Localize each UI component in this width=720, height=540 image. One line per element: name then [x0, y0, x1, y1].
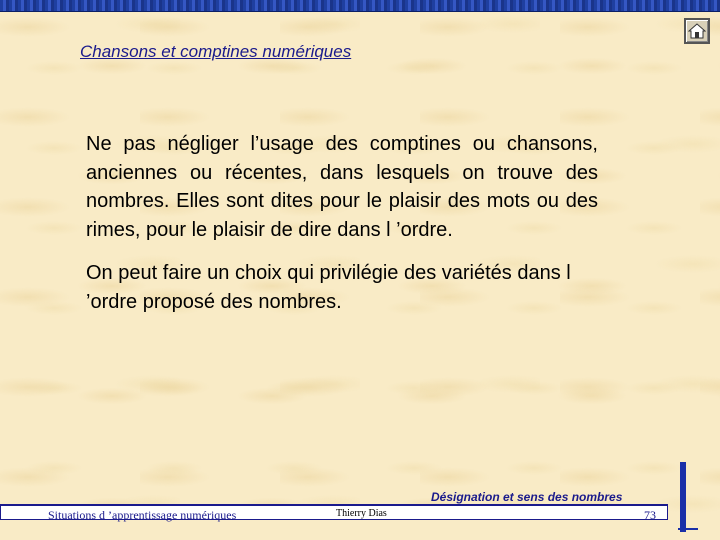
page-number: 73	[644, 508, 656, 522]
footer-course-title: Situations d ’apprentissage numériques	[48, 508, 237, 522]
home-icon	[688, 22, 706, 40]
slide-content	[86, 130, 598, 331]
paragraph-2: On peut faire un choix qui privilégie des variétés dans l ’ordre proposé des nombres.	[86, 262, 571, 313]
section-label: Désignation et sens des nombres	[431, 490, 623, 504]
slide-title: Chansons et comptines numériques	[80, 42, 352, 61]
footer-author: Thierry Dias	[336, 508, 387, 519]
top-border	[0, 0, 720, 12]
paragraph-1: Ne pas négliger l’usage des comptines ou chansons, anciennes ou récentes, dans lesquels on trouve des nombres. Elles sont dites pour le plaisir des mots ou des rimes, pour le plaisir de dire dans l ’ordre.	[86, 133, 598, 241]
accent-bar-base	[678, 528, 698, 530]
vertical-accent-bar	[680, 462, 686, 532]
home-button[interactable]	[684, 18, 710, 44]
footer-top-line	[0, 504, 668, 506]
